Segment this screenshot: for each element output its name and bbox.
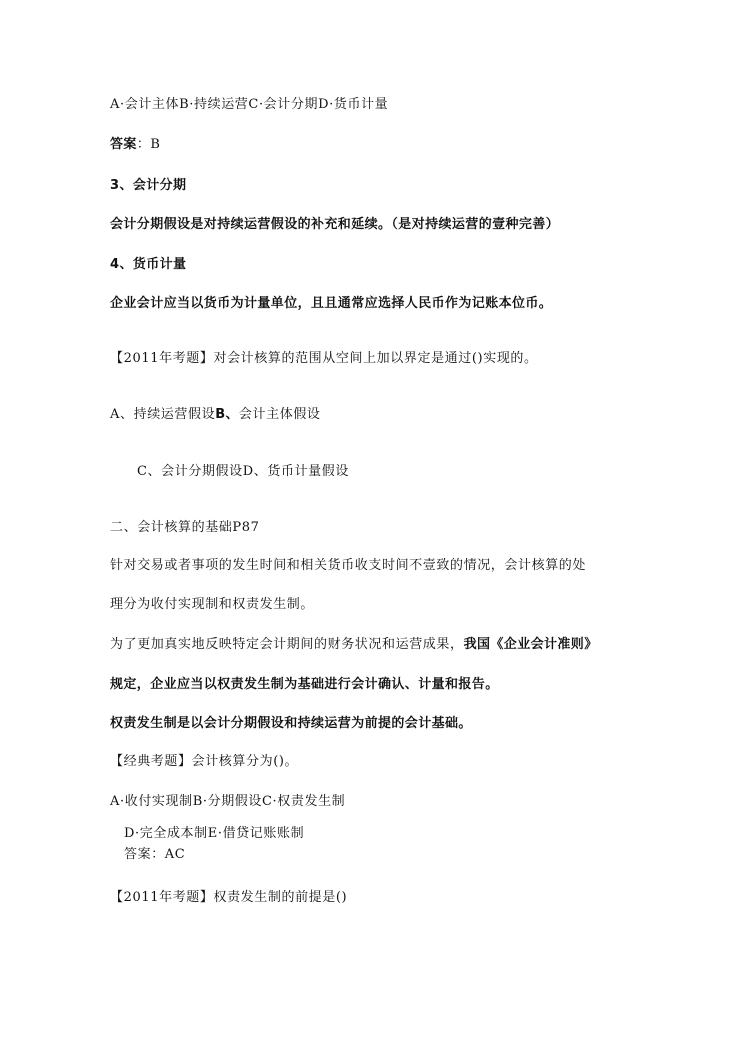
paragraph-accrual-premise: 权责发生制是以会计分期假设和持续运营为前提的会计基础。 xyxy=(110,716,472,731)
options-line-cd: C、会计分期假设D、货币计量假设 xyxy=(137,464,349,479)
paragraph-accounting-period: 会计分期假设是对持续运营假设的补充和延续。（是对持续运营的壹种完善） xyxy=(110,217,560,232)
paragraph-monetary-measurement: 企业会计应当以货币为计量单位，且且通常应选择人民币作为记账本位币。 xyxy=(110,296,553,311)
exam-question-2011-entity: 【2011年考题】对会计核算的范围从空间上加以界定是通过()实现的。 xyxy=(110,351,538,366)
options-line-de: D·完全成本制E·借贷记账账制 xyxy=(124,826,305,841)
answer-line xyxy=(110,136,161,154)
paragraph-accrual-line2: 规定，企业应当以权责发生制为基础进行会计确认、计量和报告。 xyxy=(110,677,499,692)
option-b-label: B、 xyxy=(215,407,239,422)
paragraph-accrual-part2: 我国《企业会计准则》 xyxy=(463,637,598,652)
section-heading-accounting-period: 3、会计分期 xyxy=(110,178,187,193)
option-b: 会计主体假设 xyxy=(238,407,321,422)
paragraph-accrual-line1 xyxy=(110,636,598,654)
question-options-line: A·会计主体B·持续运营C·会计分期D·货币计量 xyxy=(110,97,389,112)
answer-value: ：B xyxy=(136,137,161,152)
section-heading-accounting-basis: 二、会计核算的基础P87 xyxy=(110,520,260,535)
options-line-ab xyxy=(110,406,321,424)
exam-question-classic: 【经典考题】会计核算分为()。 xyxy=(110,754,299,769)
answer-label: 答案 xyxy=(110,137,137,152)
exam-question-2011-accrual: 【2011年考题】权责发生制的前提是() xyxy=(110,890,348,905)
paragraph-basis-line1: 针对交易或者事项的发生时间和相关货币收支时间不壹致的情况，会计核算的处 xyxy=(110,558,587,573)
paragraph-accrual-part1: 为了更加真实地反映特定会计期间的财务状况和运营成果， xyxy=(110,637,464,652)
paragraph-basis-line2: 理分为收付实现制和权责发生制。 xyxy=(110,597,315,612)
answer-line-ac: 答案：AC xyxy=(124,847,186,862)
options-line-abc: A·收付实现制B·分期假设C·权责发生制 xyxy=(110,794,346,809)
option-a: A、持续运营假设 xyxy=(110,407,216,422)
section-heading-monetary-measurement: 4、货币计量 xyxy=(110,257,187,272)
